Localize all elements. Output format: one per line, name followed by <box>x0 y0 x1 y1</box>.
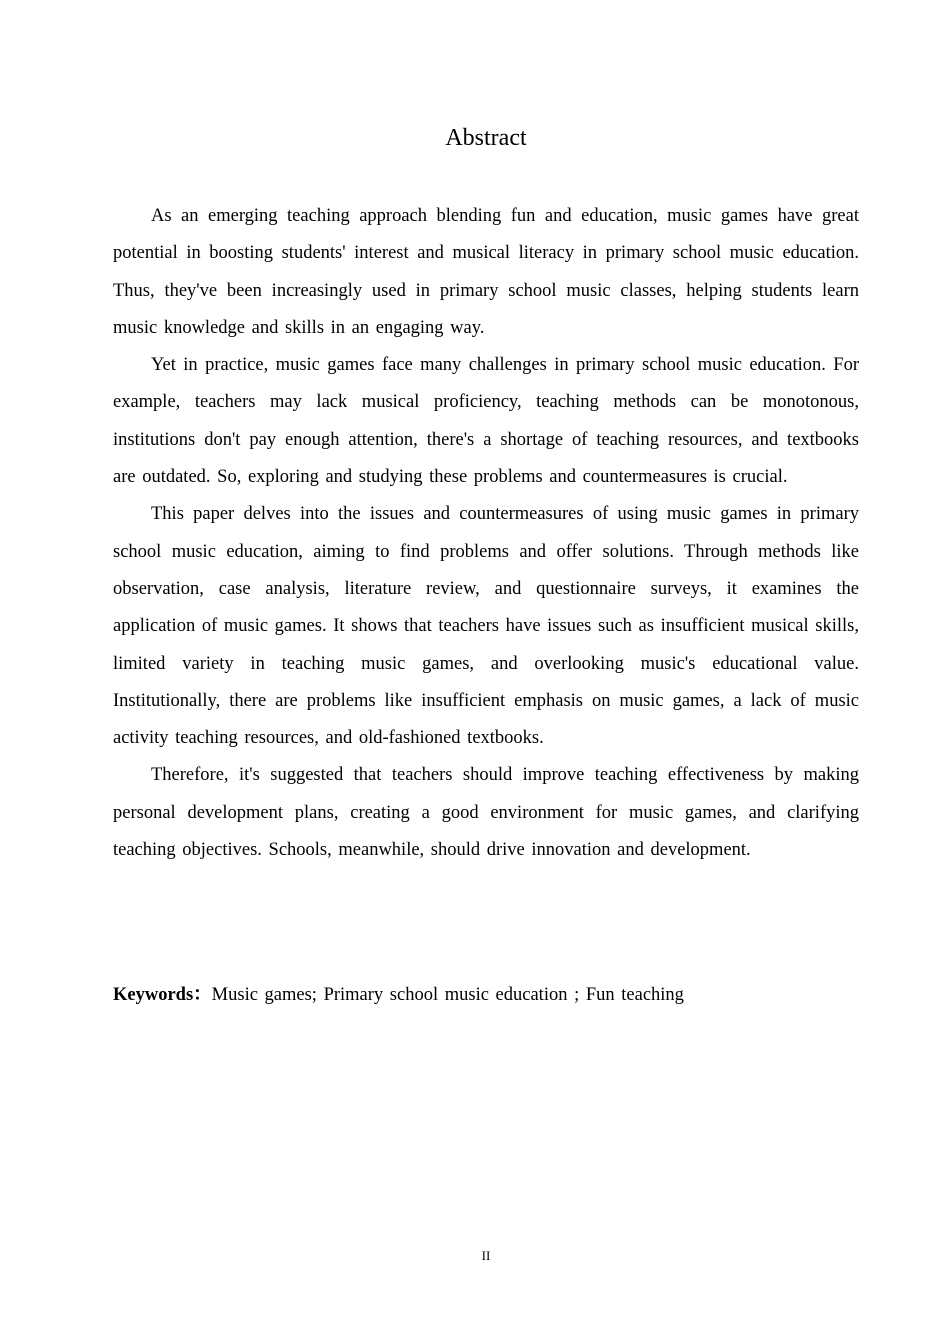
keywords-line <box>113 977 859 1013</box>
abstract-body <box>113 198 859 869</box>
keywords-text: Music games; Primary school music education ; Fun teaching <box>211 985 684 1005</box>
abstract-paragraph-3: This paper delves into the issues and countermeasures of using music games in primary school music education, aiming to find problems and offer solutions. Through methods like observation, case analysis, literature review, and questionnaire surveys, it examines the application of music games. It shows that teachers have issues such as insufficient musical skills, limited variety in teaching music games, and overlooking music's educational value. Institutionally, there are problems like insufficient emphasis on music games, a lack of music activity teaching resources, and old-fashioned textbooks. <box>113 504 859 749</box>
abstract-paragraph-1: As an emerging teaching approach blending fun and education, music games have great potential in boosting students' interest and musical literacy in primary school music education. Thus, they've been increasingly used in primary school music classes, helping students learn music knowledge and skills in an engaging way. <box>113 206 859 338</box>
page-number: II <box>481 1248 491 1263</box>
keywords-label: Keywords： <box>113 985 212 1005</box>
abstract-paragraph-2: Yet in practice, music games face many challenges in primary school music education. For example, teachers may lack musical proficiency, teaching methods can be monotonous, institutions don't pay enough attention, there's a shortage of teaching resources, and textbooks are outdated. So, exploring and studying these problems and countermeasures is crucial. <box>113 355 859 488</box>
abstract-title: Abstract <box>445 125 527 151</box>
abstract-paragraph-4: Therefore, it's suggested that teachers should improve teaching effectiveness by making personal development plans, creating a good environment for music games, and clarifying teaching objectives. Schools, meanwhile, should drive innovation and development. <box>113 765 859 861</box>
